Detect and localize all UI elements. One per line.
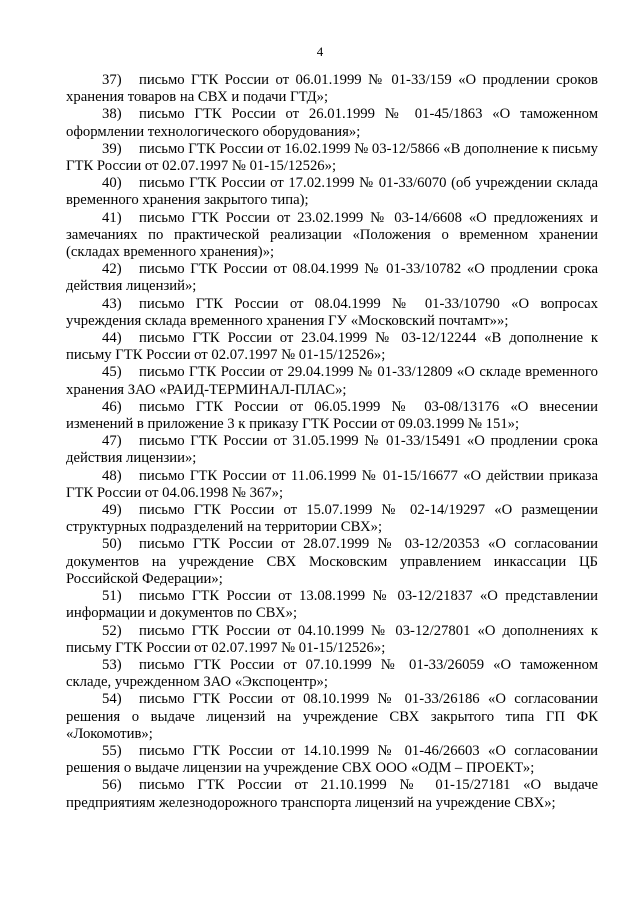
list-item [66, 623, 598, 657]
list-item [66, 536, 598, 588]
list-item [66, 261, 598, 295]
item-text: письмо ГТК России от 23.02.1999 № 03-14/6608 «О предложениях и замечаниях по практической реализации «Положения о временном хранении (складах временного хранения)»; [66, 209, 598, 261]
list-item [66, 364, 598, 398]
list-item [66, 777, 598, 811]
list-item [66, 433, 598, 467]
item-text: письмо ГТК России от 28.07.1999 № 03-12/20353 «О согласовании документов на учреждение СВХ Московским управлением инкассации ЦБ Российской Федерации»; [66, 536, 598, 587]
item-text: письмо ГТК России от 08.10.1999 № 01-33/26186 «О согласовании решения о выдаче лицензий на учреждение СВХ закрытого типа ГП ФК «Локомотив»; [66, 691, 598, 742]
item-text: письмо ГТК России от 26.01.1999 № 01-45/1863 «О таможенном оформлении технологического оборудования»; [66, 106, 598, 140]
item-number: 45) [102, 364, 122, 381]
item-number: 40) [102, 175, 122, 192]
item-number: 47) [102, 433, 122, 450]
list-item [66, 743, 598, 777]
item-number: 51) [102, 588, 122, 605]
list-item [66, 106, 598, 140]
list-item [66, 588, 598, 622]
item-number: 48) [102, 467, 122, 484]
item-number: 50) [102, 536, 122, 553]
item-text: письмо ГТК России от 07.10.1999 № 01-33/26059 «О таможенном складе, учрежденном ЗАО «Экспоцентр»; [66, 656, 598, 691]
item-number: 56) [102, 777, 122, 794]
list-item [66, 502, 598, 536]
item-number: 46) [102, 398, 122, 415]
list-item [66, 141, 598, 175]
item-number: 49) [102, 502, 122, 519]
item-number: 43) [102, 295, 122, 312]
list-item [66, 330, 598, 364]
item-number: 53) [102, 656, 122, 673]
list-item [66, 210, 598, 262]
list-item [66, 657, 598, 691]
item-number: 39) [102, 140, 122, 157]
item-text: письмо ГТК России от 13.08.1999 № 03-12/21837 «О представлении информации и документов по СВХ»; [66, 588, 598, 622]
item-number: 44) [102, 330, 122, 347]
list-item [66, 468, 598, 502]
list-item [66, 296, 598, 330]
item-text: письмо ГТК России от 11.06.1999 № 01-15/16677 «О действии приказа ГТК России от 04.06.1998 № 367»; [66, 467, 598, 501]
item-number: 55) [102, 742, 122, 759]
item-text: письмо ГТК России от 14.10.1999 № 01-46/26603 «О согласовании решения о выдаче лицензии на учреждение СВХ ООО «ОДМ – ПРОЕКТ»; [66, 742, 598, 777]
list-item [66, 691, 598, 743]
item-text: письмо ГТК России от 23.04.1999 № 03-12/12244 «В дополнение к письму ГТК России от 02.07.1997 № 01-15/12526»; [66, 330, 598, 364]
item-text: письмо ГТК России от 15.07.1999 № 02-14/19297 «О размещении структурных подразделений на территории СВХ»; [66, 502, 598, 536]
item-number: 52) [102, 622, 122, 639]
list-item [66, 72, 598, 106]
item-text: письмо ГТК России от 08.04.1999 № 01-33/10790 «О вопросах учреждения склада временного хранения ГУ «Московский почтамт»»; [66, 295, 598, 329]
document-list [66, 72, 598, 812]
item-text: письмо ГТК России от 04.10.1999 № 03-12/27801 «О дополнениях к письму ГТК России от 02.07.1997 № 01-15/12526»; [66, 622, 598, 656]
item-number: 41) [102, 209, 122, 226]
page-number: 4 [316, 44, 324, 59]
item-text: письмо ГТК России от 06.01.1999 № 01-33/159 «О продлении сроков хранения товаров на СВХ и подачи ГТД»; [66, 72, 598, 106]
item-text: письмо ГТК России от 31.05.1999 № 01-33/15491 «О продлении срока действия лицензии»; [66, 433, 598, 467]
item-number: 38) [102, 106, 122, 123]
item-number: 37) [102, 72, 122, 88]
item-text: письмо ГТК России от 16.02.1999 № 03-12/5866 «В дополнение к письму ГТК России от 02.07.1997 № 01-15/12526»; [66, 140, 598, 175]
item-text: письмо ГТК России от 29.04.1999 № 01-33/12809 «О складе временного хранения ЗАО «РАИД-ТЕРМИНАЛ-ПЛАС»; [66, 364, 598, 398]
item-number: 42) [102, 261, 122, 278]
list-item [66, 399, 598, 433]
item-text: письмо ГТК России от 21.10.1999 № 01-15/27181 «О выдаче предприятиям железнодорожного транспорта лицензий на учреждение СВХ»; [66, 777, 598, 811]
item-text: письмо ГТК России от 08.04.1999 № 01-33/10782 «О продлении срока действия лицензий»; [66, 261, 598, 295]
item-number: 54) [102, 691, 122, 708]
item-text: письмо ГТК России от 17.02.1999 № 01-33/6070 (об учреждении склада временного хранения закрытого типа); [66, 175, 598, 209]
item-text: письмо ГТК России от 06.05.1999 № 03-08/13176 «О внесении изменений в приложение 3 к приказу ГТК России от 09.03.1999 № 151»; [66, 398, 598, 433]
list-item [66, 175, 598, 209]
